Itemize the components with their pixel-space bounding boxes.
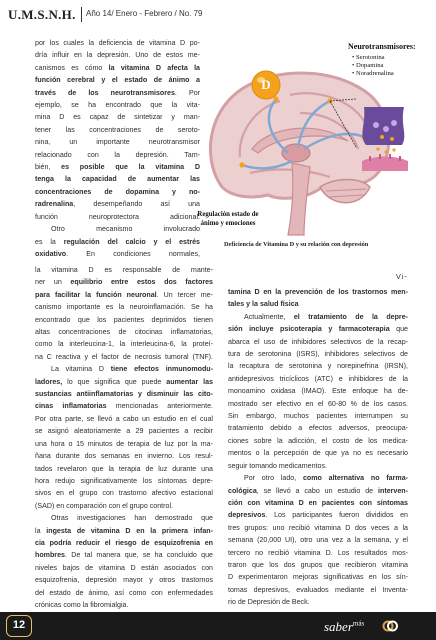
bold-text: es posible que la vitamina D bbox=[61, 163, 200, 172]
text-line bbox=[228, 385, 408, 397]
text-line bbox=[35, 161, 200, 173]
text-line bbox=[35, 149, 200, 161]
body-text: que bbox=[389, 325, 408, 334]
text-line bbox=[35, 248, 200, 260]
saber-mas-logo: saber$^{más}$ bbox=[324, 619, 365, 634]
text-line bbox=[35, 487, 213, 499]
text-line bbox=[35, 186, 200, 198]
body-text: antidepresivos tricíclicos (ATC) e inhibidores de la bbox=[228, 374, 408, 383]
body-text: Por otro lado, bbox=[244, 474, 303, 483]
text-line bbox=[228, 596, 408, 608]
body-text: Otro mecanismo involucrado bbox=[51, 225, 200, 234]
text-line bbox=[228, 534, 408, 546]
bold-text: función cerebral y el estado de ánimo a bbox=[35, 76, 200, 85]
right-column-text bbox=[228, 286, 408, 609]
body-text: D experimentaron mejoras significativas en los sín- bbox=[228, 573, 408, 582]
journal-brand: U.M.S.N.H. bbox=[8, 7, 76, 22]
body-text: mostrado ser efectivo en el 60-80 % de los casos. bbox=[228, 399, 408, 408]
body-text: mentos o la percepción de que ya no es necesario bbox=[228, 449, 408, 458]
body-text: . Por bbox=[174, 88, 201, 97]
text-line bbox=[35, 223, 200, 235]
text-line bbox=[35, 388, 213, 400]
bold-text: cinas inflamatorias bbox=[35, 402, 107, 411]
vitamin-badge-text: D bbox=[261, 77, 271, 92]
bold-text: ción con vitamina D en pacientes con síntomas bbox=[228, 498, 408, 507]
text-line bbox=[228, 509, 408, 521]
text-line bbox=[228, 336, 408, 348]
text-line bbox=[35, 549, 213, 561]
text-line bbox=[35, 111, 200, 123]
body-text: esquizofrenia, depresión mayor y otros trastornos bbox=[35, 576, 213, 585]
neurotransmitter-item: • Serotonina bbox=[352, 54, 385, 61]
bold-text: aumentar las bbox=[166, 377, 214, 386]
body-text: canismo importante es la neuroinflamación. Se ha bbox=[35, 303, 213, 312]
text-line bbox=[35, 363, 213, 375]
text-line bbox=[35, 37, 200, 49]
text-line bbox=[228, 460, 408, 472]
text-line bbox=[228, 323, 408, 335]
text-line bbox=[35, 450, 213, 462]
bold-text: oxidativo bbox=[35, 249, 67, 258]
text-line bbox=[228, 447, 408, 459]
body-text: la recaptura de serotonina y norepinefrina (IRSN), bbox=[228, 362, 408, 371]
body-text: , desempeñando así una bbox=[73, 200, 200, 209]
body-text: Otras investigaciones han demostrado que bbox=[51, 514, 213, 523]
text-line bbox=[35, 599, 213, 611]
body-text: . Un tercer me- bbox=[156, 290, 213, 299]
text-line bbox=[35, 87, 200, 99]
body-text: mina D es capaz de sintetizar y man- bbox=[35, 113, 200, 122]
body-text: abarca el uso de inhibidores selectivos de la recap- bbox=[228, 337, 408, 346]
text-line bbox=[228, 373, 408, 385]
neurotransmitter-item: • Noradrenalina bbox=[352, 70, 394, 77]
text-line bbox=[35, 62, 200, 74]
body-text: tados revelaron que la terapia de luz durante una bbox=[35, 464, 213, 473]
text-line bbox=[35, 301, 213, 313]
page-number: 12 bbox=[6, 615, 32, 637]
text-line bbox=[35, 289, 213, 301]
text-line bbox=[35, 376, 213, 388]
body-text: niveles bajos de vitamina D están asociados con bbox=[35, 563, 213, 572]
body-text: crónicas como la fibromialgia. bbox=[35, 600, 129, 609]
bold-text: sustancias antiinflamatorias y disminuir las cito- bbox=[35, 390, 213, 399]
bold-text: hombres bbox=[35, 551, 65, 560]
bold-text: tamina D en la prevención de los trastornos men- bbox=[228, 288, 408, 296]
body-text: la vitamina D es responsable de mante- bbox=[35, 266, 213, 274]
body-text: lo que significa que puede bbox=[62, 377, 167, 386]
body-text: dría influir en la depresión. Uno de estos me- bbox=[35, 51, 200, 60]
bold-text: radrenalina bbox=[35, 200, 74, 209]
text-line bbox=[228, 472, 408, 484]
text-line bbox=[35, 537, 213, 549]
logo-mark-icon bbox=[382, 618, 398, 634]
body-text: es la bbox=[35, 237, 64, 246]
body-text: na C reactiva y el factor de necrosis tumoral (TNF). bbox=[35, 352, 213, 361]
body-text: seguir tomando medicamentos. bbox=[228, 461, 327, 470]
body-text: como la interleucina-1, la interleucina-6, la proteí- bbox=[35, 340, 213, 349]
text-line bbox=[35, 211, 200, 223]
page-header bbox=[0, 0, 436, 28]
text-line bbox=[228, 286, 408, 298]
text-line bbox=[228, 435, 408, 447]
body-text: bién, bbox=[35, 163, 62, 172]
bold-text: para facilitar la función neuronal bbox=[35, 290, 157, 299]
text-line bbox=[35, 475, 213, 487]
bold-text: sión incluye psicoterapia y farmacoterapia bbox=[228, 325, 390, 334]
body-text: (SAD) en comparación con el grupo control. bbox=[35, 501, 174, 510]
body-text: . En condiciones normales, bbox=[66, 249, 200, 258]
body-text: ñana durante dos semanas en invierno. Los resul- bbox=[35, 452, 213, 461]
text-line bbox=[35, 276, 213, 288]
body-text: tura de serotonina (ISRS), inhibidores selectivos de bbox=[228, 350, 408, 359]
text-line bbox=[35, 512, 213, 524]
text-line bbox=[228, 360, 408, 372]
body-text: ejemplo, se ha encontrado que la vita- bbox=[35, 101, 200, 110]
bold-text: tales y la salud física bbox=[228, 300, 299, 309]
text-line bbox=[35, 326, 213, 338]
text-line bbox=[228, 571, 408, 583]
text-line bbox=[228, 547, 408, 559]
bold-text: ladores, bbox=[35, 377, 63, 386]
body-text: ciones sobre la adicción, el costo de los medica- bbox=[228, 436, 408, 445]
text-line bbox=[35, 351, 213, 363]
body-text: la bbox=[35, 526, 47, 535]
body-text: tener las concentraciones de seroto- bbox=[35, 125, 200, 134]
text-line bbox=[35, 99, 200, 111]
brain-illustration bbox=[180, 37, 420, 249]
body-text: sivos en el grupo con trastorno afectivo estacional bbox=[35, 489, 213, 498]
body-text: relacionado con la depresión. Tam- bbox=[35, 150, 200, 159]
text-line bbox=[228, 348, 408, 360]
text-line bbox=[228, 298, 408, 310]
body-text: Por otra parte, se llevó a cabo un estudio en el cual bbox=[35, 414, 213, 423]
body-text: altas concentraciones de citocinas inflamatorias, bbox=[35, 328, 213, 337]
bold-text: la vitamina D afecta la bbox=[108, 63, 200, 72]
body-text: monoamino oxidasa (IMAO). Este enfoque ha de- bbox=[228, 387, 408, 396]
body-text: del estado de ánimo, así como con enfermedades bbox=[35, 588, 213, 597]
bold-text: cia podría reducir el riesgo de esquizofrenia en bbox=[35, 538, 213, 547]
body-text: se asignó aleatoriamente a 29 pacientes a recibir bbox=[35, 427, 213, 436]
body-text: . Los participantes fueron divididos en bbox=[265, 511, 408, 520]
bold-text: través de los neurotransmisores bbox=[35, 88, 175, 97]
text-line bbox=[228, 398, 408, 410]
text-line bbox=[35, 198, 200, 210]
left-column-top-text bbox=[35, 37, 200, 260]
bold-text: cológica bbox=[228, 486, 257, 495]
text-line bbox=[228, 559, 408, 571]
neurotransmitter-item: • Dopamina bbox=[352, 62, 384, 69]
text-line bbox=[35, 525, 213, 537]
text-line bbox=[35, 463, 213, 475]
regulation-label-line2: ánimo y emociones bbox=[200, 220, 256, 227]
bold-text: depresivos bbox=[228, 511, 266, 520]
body-text: tercero no recibió vitamina D. Los resultados mos- bbox=[228, 548, 408, 557]
text-line bbox=[35, 587, 213, 599]
text-line bbox=[228, 522, 408, 534]
bold-text: interven- bbox=[378, 486, 408, 495]
bold-text: regulación del calcio y el estrés bbox=[63, 237, 200, 246]
body-text: nina, un importante neurotransmisor bbox=[35, 138, 200, 147]
text-line bbox=[35, 574, 213, 586]
body-text: encontrado que los pacientes deprimidos tienen bbox=[35, 315, 213, 324]
text-line bbox=[35, 136, 200, 148]
text-line bbox=[35, 173, 200, 185]
regulation-label-line1: Regulación estado de bbox=[197, 211, 259, 218]
body-text: por los cuales la deficiencia de vitamina D po- bbox=[35, 39, 200, 47]
text-line bbox=[35, 49, 200, 61]
text-line bbox=[35, 124, 200, 136]
body-text: Sin embargo, muchos pacientes interrumpen su bbox=[228, 412, 408, 421]
text-line bbox=[35, 314, 213, 326]
text-line bbox=[35, 338, 213, 350]
body-text: tratamiento debido a efectos adversos, preocupa- bbox=[228, 424, 408, 433]
body-text: semana (20,000 UI), otro una vez a la semana, y el bbox=[228, 536, 408, 545]
text-line bbox=[35, 413, 213, 425]
bold-text: el tratamiento de la depre- bbox=[293, 312, 408, 321]
text-line bbox=[35, 425, 213, 437]
bold-text: ingesta de vitamina D en la primera infan- bbox=[46, 526, 213, 535]
column-continuation: Vi- bbox=[396, 272, 408, 281]
text-line bbox=[35, 500, 213, 512]
bold-text: tenga la capacidad de aumentar las bbox=[35, 175, 200, 184]
page-footer bbox=[0, 612, 436, 640]
text-line bbox=[228, 497, 408, 509]
body-text: función neuroprotectora adicional. bbox=[35, 212, 200, 221]
body-text: una hora o 15 minutos de terapia de luz por la ma- bbox=[35, 439, 213, 448]
body-text: tres grupos: uno recibió vitamina D dos veces a la bbox=[228, 523, 408, 532]
header-separator bbox=[81, 7, 82, 22]
text-line bbox=[35, 562, 213, 574]
body-text: La vitamina D bbox=[51, 365, 111, 374]
left-column-bottom-text bbox=[35, 264, 213, 611]
body-text: hora redujo significativamente los síntomas depre- bbox=[35, 476, 213, 485]
bold-text: equilibrio entre estos dos factores bbox=[70, 278, 213, 287]
body-text: rio de Depresión de Beck. bbox=[228, 598, 310, 607]
text-line bbox=[228, 410, 408, 422]
text-line bbox=[228, 311, 408, 323]
text-line bbox=[228, 584, 408, 596]
text-line bbox=[228, 485, 408, 497]
bold-text: tiene efectos inmunomodu- bbox=[110, 365, 213, 374]
bold-text: como alternativa no farma- bbox=[302, 474, 409, 483]
body-text: . De tal manera que, se ha concluido que bbox=[64, 551, 213, 560]
brain-figure bbox=[180, 37, 420, 249]
text-line bbox=[35, 236, 200, 248]
body-text: ner un bbox=[35, 278, 71, 287]
body-text: traron que los dos grupos que recibieron vitamina bbox=[228, 560, 408, 569]
body-text: Actualmente, bbox=[244, 312, 294, 321]
text-line bbox=[35, 74, 200, 86]
synapse-illustration bbox=[362, 107, 408, 171]
body-text: mencionadas anteriormente. bbox=[106, 402, 213, 411]
text-line bbox=[35, 264, 213, 276]
body-text: canismos es cómo bbox=[35, 63, 109, 72]
bold-text: concentraciones de dopamina y no- bbox=[35, 187, 200, 196]
text-line bbox=[228, 422, 408, 434]
issue-info: Año 14/ Enero - Febrero / No. 79 bbox=[86, 9, 203, 18]
text-line bbox=[35, 400, 213, 412]
body-text: tomas depresivos, evaluados mediante el Inventa- bbox=[228, 585, 408, 594]
neurotransmitters-title: Neurotransmisores: bbox=[348, 42, 416, 51]
figure-caption: Deficiencia de Vitamina D y su relación con depresión bbox=[224, 241, 369, 248]
body-text: , se llevó a cabo un estudio de bbox=[256, 486, 379, 495]
text-line bbox=[35, 438, 213, 450]
